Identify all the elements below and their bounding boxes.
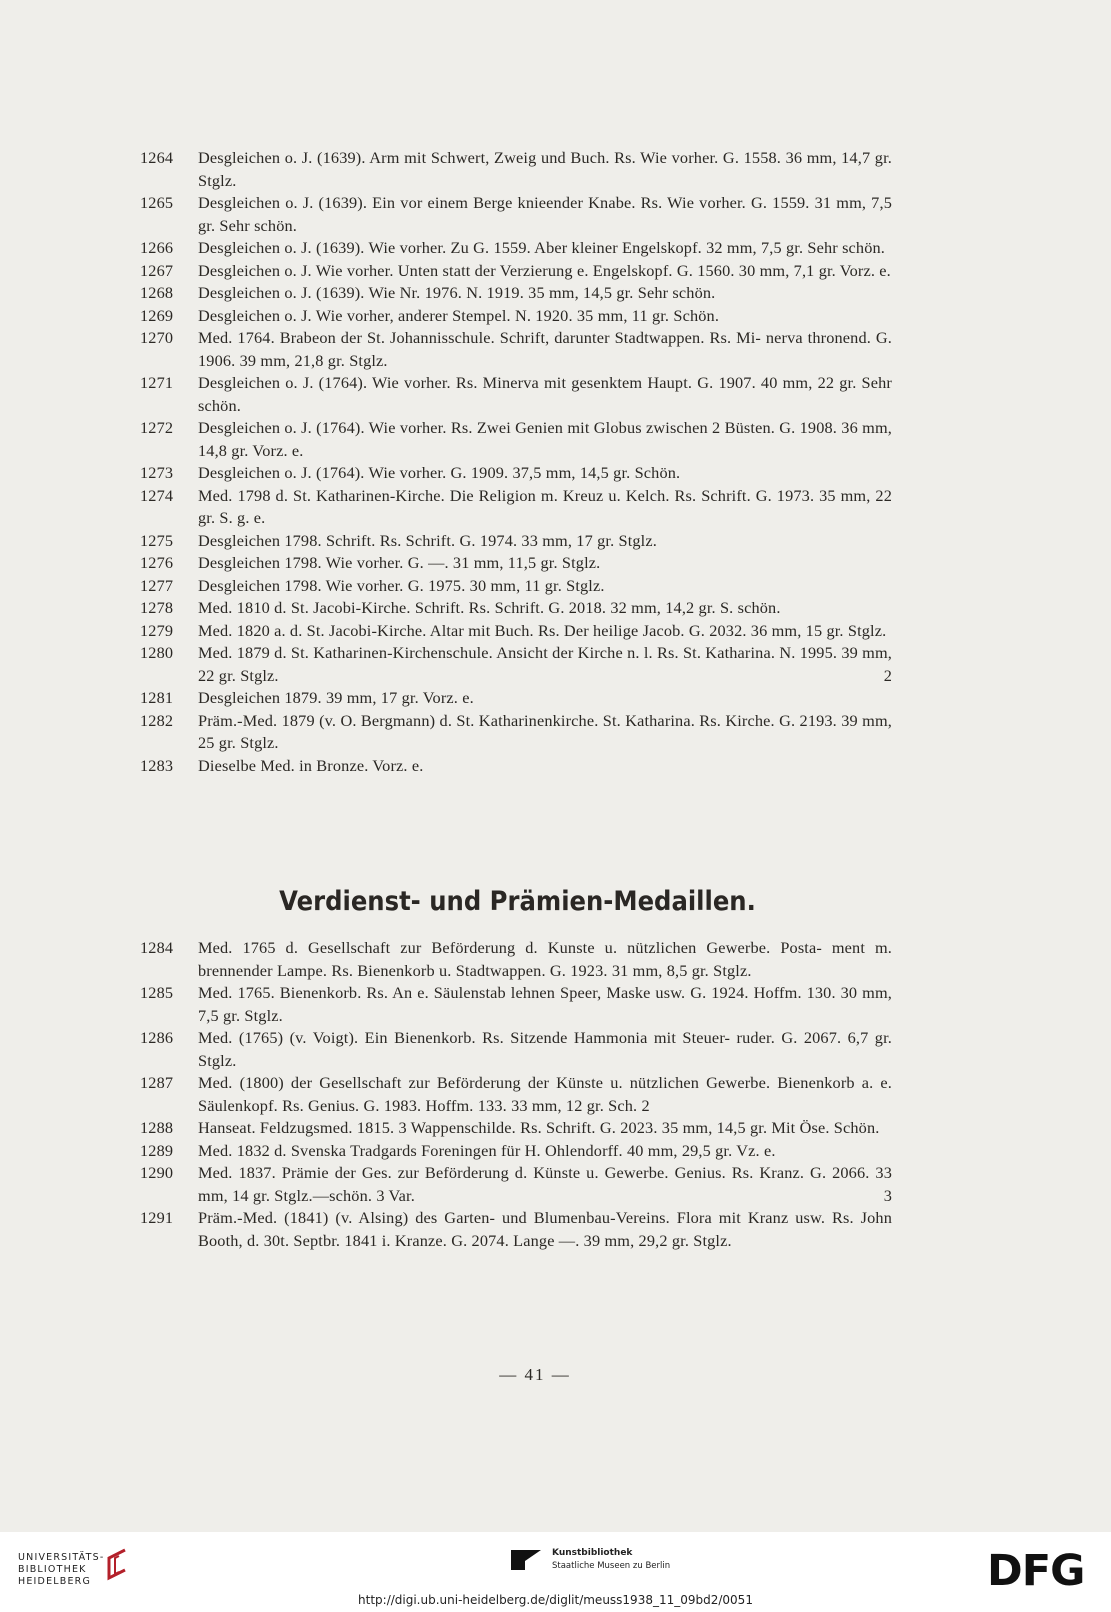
catalog-entry [140, 982, 892, 1027]
catalog-entry [140, 642, 892, 687]
entry-number: 1274 [140, 485, 174, 505]
entry-description: Med. 1820 a. d. St. Jacobi-Kirche. Altar mit Buch. Rs. Der heilige Jacob. G. 2032. 36 mm, 15 gr. Stglz. [198, 620, 887, 640]
catalog-entry [140, 372, 892, 417]
entry-text [198, 462, 892, 485]
entry-description: Med. 1810 d. St. Jacobi-Kirche. Schrift. Rs. Schrift. G. 2018. 32 mm, 14,2 gr. S. schön. [198, 598, 781, 617]
entry-number: 1286 [140, 1028, 174, 1047]
entry-description: Dieselbe Med. in Bronze. Vorz. e. [198, 755, 424, 775]
entry-text [198, 372, 892, 417]
catalog-entry [140, 485, 892, 530]
library-name-line: BIBLIOTHEK [18, 1564, 87, 1575]
kb-title: Kunstbibliothek [552, 1548, 633, 1558]
catalog-entry [140, 327, 892, 372]
catalog-entry [140, 462, 892, 485]
entry-text [198, 687, 892, 710]
entry-description: Präm.-Med. (1841) (v. Alsing) des Garten- und Blumenbau-Vereins. Flora mit Kranz usw. Rs. John Booth, d. 30t. Septbr. 1841 i. Kranze. G. 2074. Lange —. 39 mm, 29,2 gr. Stglz. [198, 1208, 892, 1250]
entry-number: 1266 [140, 238, 174, 257]
library-name-line: HEIDELBERG [18, 1576, 92, 1587]
entry-description: Med. (1765) (v. Voigt). Ein Bienenkorb. Rs. Sitzende Hammonia mit Steuer- ruder. G. 2067. 6,7 gr. Stglz. [198, 1028, 892, 1070]
entry-text [198, 1072, 892, 1117]
entry-description: Desgleichen o. J. (1639). Ein vor einem Berge knieender Knabe. Rs. Wie vorher. G. 1559. 31 mm, 7,5 gr. Sehr schön. [198, 193, 892, 235]
entry-description: Med. 1879 d. St. Katharinen-Kirchenschule. Ansicht der Kirche n. l. Rs. St. Katharina. N. 1995. 39 mm, 22 gr. Stglz. [198, 643, 892, 685]
entry-text [198, 237, 892, 260]
catalog-entry [140, 597, 892, 620]
entry-description: Hanseat. Feldzugsmed. 1815. 3 Wappenschilde. Rs. Schrift. G. 2023. 35 mm, 14,5 gr. Mit Öse. Schön. [198, 1118, 880, 1137]
catalog-entry [140, 1207, 892, 1252]
entry-description: Med. 1765. Bienenkorb. Rs. An e. Säulenstab lehnen Speer, Maske usw. G. 1924. Hoffm. 130. 30 mm, 7,5 gr. Stglz. [198, 983, 892, 1025]
entry-description: Präm.-Med. 1879 (v. O. Bergmann) d. St. Katharinenkirche. St. Katharina. Rs. Kirche. G. 2193. 39 mm, 25 gr. Stglz. [198, 710, 892, 752]
entry-number: 1290 [140, 1163, 174, 1182]
entry-number: 1271 [140, 373, 174, 392]
entry-description: Desgleichen o. J. Wie vorher. Unten statt der Verzierung e. Engelskopf. G. 1560. 30 mm, 7,1 gr. Vorz. e. [198, 260, 891, 280]
entry-number: 1288 [140, 1118, 174, 1137]
entry-number: 1267 [140, 260, 174, 280]
entry-text [198, 1207, 892, 1252]
entry-number: 1270 [140, 328, 174, 347]
entry-description: Desgleichen o. J. (1764). Wie vorher. G. 1909. 37,5 mm, 14,5 gr. Schön. [198, 463, 681, 482]
entry-number: 1289 [140, 1140, 174, 1160]
entry-text [198, 620, 892, 643]
entry-text [198, 552, 892, 575]
entry-number: 1268 [140, 283, 174, 302]
library-logo-icon [103, 1548, 133, 1582]
entry-number: 1275 [140, 530, 174, 550]
entry-number: 1281 [140, 688, 174, 707]
catalog-entry [140, 147, 892, 192]
entry-text [198, 982, 892, 1027]
catalog-entry [140, 710, 892, 755]
entry-text [198, 260, 892, 283]
catalog-entry [140, 1027, 892, 1072]
entry-description: Med. 1764. Brabeon der St. Johannisschule. Schrift, darunter Stadtwappen. Rs. Mi- nerva thronend. G. 1906. 39 mm, 21,8 gr. Stglz. [198, 328, 892, 370]
entry-description: Desgleichen o. J. Wie vorher, anderer Stempel. N. 1920. 35 mm, 11 gr. Schön. [198, 305, 720, 325]
entry-number: 1291 [140, 1208, 174, 1227]
entry-text [198, 710, 892, 755]
entry-number: 1277 [140, 575, 174, 595]
entry-description: Desgleichen o. J. (1639). Arm mit Schwert, Zweig und Buch. Rs. Wie vorher. G. 1558. 36 mm, 14,7 gr. Stglz. [198, 148, 892, 190]
entry-number: 1282 [140, 710, 174, 730]
entry-description: Desgleichen 1798. Wie vorher. G. 1975. 30 mm, 11 gr. Stglz. [198, 575, 605, 595]
entry-text [198, 642, 892, 687]
entry-text [198, 937, 892, 982]
kunstbibliothek-logo-icon [511, 1547, 545, 1573]
catalog-entry [140, 620, 892, 643]
section-heading: Verdienst- und Prämien-Medaillen. [279, 886, 756, 917]
catalog-entry [140, 192, 892, 237]
entry-text [198, 597, 892, 620]
entry-list-a [140, 147, 892, 777]
kunstbibliothek-label [552, 1547, 670, 1573]
entry-text [198, 417, 892, 462]
kb-subtitle: Staatliche Museen zu Berlin [552, 1561, 671, 1571]
entry-number: 1273 [140, 463, 174, 482]
entry-number: 1278 [140, 598, 174, 617]
entry-text [198, 1027, 892, 1072]
catalog-entry [140, 260, 892, 283]
catalog-entry [140, 552, 892, 575]
entry-text [198, 305, 892, 328]
entry-description: Desgleichen 1798. Schrift. Rs. Schrift. G. 1974. 33 mm, 17 gr. Stglz. [198, 530, 657, 550]
catalog-entry [140, 1117, 892, 1140]
entry-number: 1264 [140, 148, 174, 167]
entry-number: 1280 [140, 643, 174, 662]
entry-description: Med. (1800) der Gesellschaft zur Beförderung der Künste u. nützlichen Gewerbe. Bienenkorb a. e. Säulenkopf. Rs. Genius. G. 1983. Hoffm. 133. 33 mm, 12 gr. Sch. 2 [198, 1073, 892, 1115]
entry-text [198, 485, 892, 530]
entry-description: Desgleichen o. J. (1764). Wie vorher. Rs. Minerva mit gesenktem Haupt. G. 1907. 40 mm, 22 gr. Sehr schön. [198, 373, 892, 415]
entry-text [198, 575, 892, 598]
catalog-entry [140, 755, 892, 778]
catalog-entry [140, 575, 892, 598]
entry-text [198, 1117, 892, 1140]
catalog-entry [140, 417, 892, 462]
entry-description: Med. 1798 d. St. Katharinen-Kirche. Die Religion m. Kreuz u. Kelch. Rs. Schrift. G. 1973. 35 mm, 22 gr. S. g. e. [198, 485, 892, 527]
entry-count: 3 [883, 1185, 892, 1205]
catalog-entry [140, 282, 892, 305]
catalog-entry [140, 1072, 892, 1117]
entry-text [198, 282, 892, 305]
entry-description: Desgleichen o. J. (1639). Wie vorher. Zu G. 1559. Aber kleiner Engelskopf. 32 mm, 7,5 gr. Sehr schön. [198, 238, 886, 257]
entry-number: 1272 [140, 418, 174, 437]
catalog-entry [140, 237, 892, 260]
entry-number: 1285 [140, 983, 174, 1002]
catalog-entry [140, 530, 892, 553]
dfg-logo: DFG [987, 1546, 1085, 1596]
catalog-entry [140, 937, 892, 982]
entry-text [198, 530, 892, 553]
entry-description: Desgleichen 1879. 39 mm, 17 gr. Vorz. e. [198, 688, 474, 707]
catalog-entry [140, 1140, 892, 1163]
entry-list-b [140, 937, 892, 1252]
entry-number: 1265 [140, 193, 174, 212]
catalog-entry [140, 1162, 892, 1207]
entry-text [198, 755, 892, 778]
page-number: — 41 — [499, 1365, 571, 1384]
entry-description: Desgleichen o. J. (1639). Wie Nr. 1976. N. 1919. 35 mm, 14,5 gr. Sehr schön. [198, 283, 716, 302]
entry-description: Desgleichen 1798. Wie vorher. G. —. 31 mm, 11,5 gr. Stglz. [198, 553, 601, 572]
entry-description: Med. 1832 d. Svenska Tradgards Foreningen für H. Ohlendorff. 40 mm, 29,5 gr. Vz. e. [198, 1140, 776, 1160]
entry-number: 1284 [140, 938, 174, 957]
entry-text [198, 147, 892, 192]
entry-number: 1269 [140, 305, 174, 325]
entry-text [198, 1140, 892, 1163]
entry-text [198, 327, 892, 372]
library-name-line: UNIVERSITÄTS- [18, 1552, 105, 1563]
catalog-entry [140, 687, 892, 710]
entry-text [198, 1162, 892, 1207]
entry-description: Med. 1765 d. Gesellschaft zur Beförderung d. Kunste u. nützlichen Gewerbe. Posta- ment m. brennender Lampe. Rs. Bienenkorb u. Stadtwappen. G. 1923. 31 mm, 8,5 gr. Stglz. [198, 938, 892, 980]
library-name [18, 1552, 104, 1588]
entry-number: 1283 [140, 755, 174, 775]
entry-number: 1279 [140, 620, 174, 640]
entry-description: Med. 1837. Prämie der Ges. zur Beförderung d. Künste u. Gewerbe. Genius. Rs. Kranz. G. 2066. 33 mm, 14 gr. Stglz.—schön. 3 Var. [198, 1163, 892, 1205]
source-url[interactable]: http://digi.ub.uni-heidelberg.de/diglit/meuss1938_11_09bd2/0051 [358, 1593, 753, 1607]
entry-description: Desgleichen o. J. (1764). Wie vorher. Rs. Zwei Genien mit Globus zwischen 2 Büsten. G. 1908. 36 mm, 14,8 gr. Vorz. e. [198, 418, 892, 460]
entry-number: 1276 [140, 553, 174, 572]
catalog-entry [140, 305, 892, 328]
entry-number: 1287 [140, 1073, 174, 1092]
entry-text [198, 192, 892, 237]
entry-count: 2 [883, 665, 892, 685]
